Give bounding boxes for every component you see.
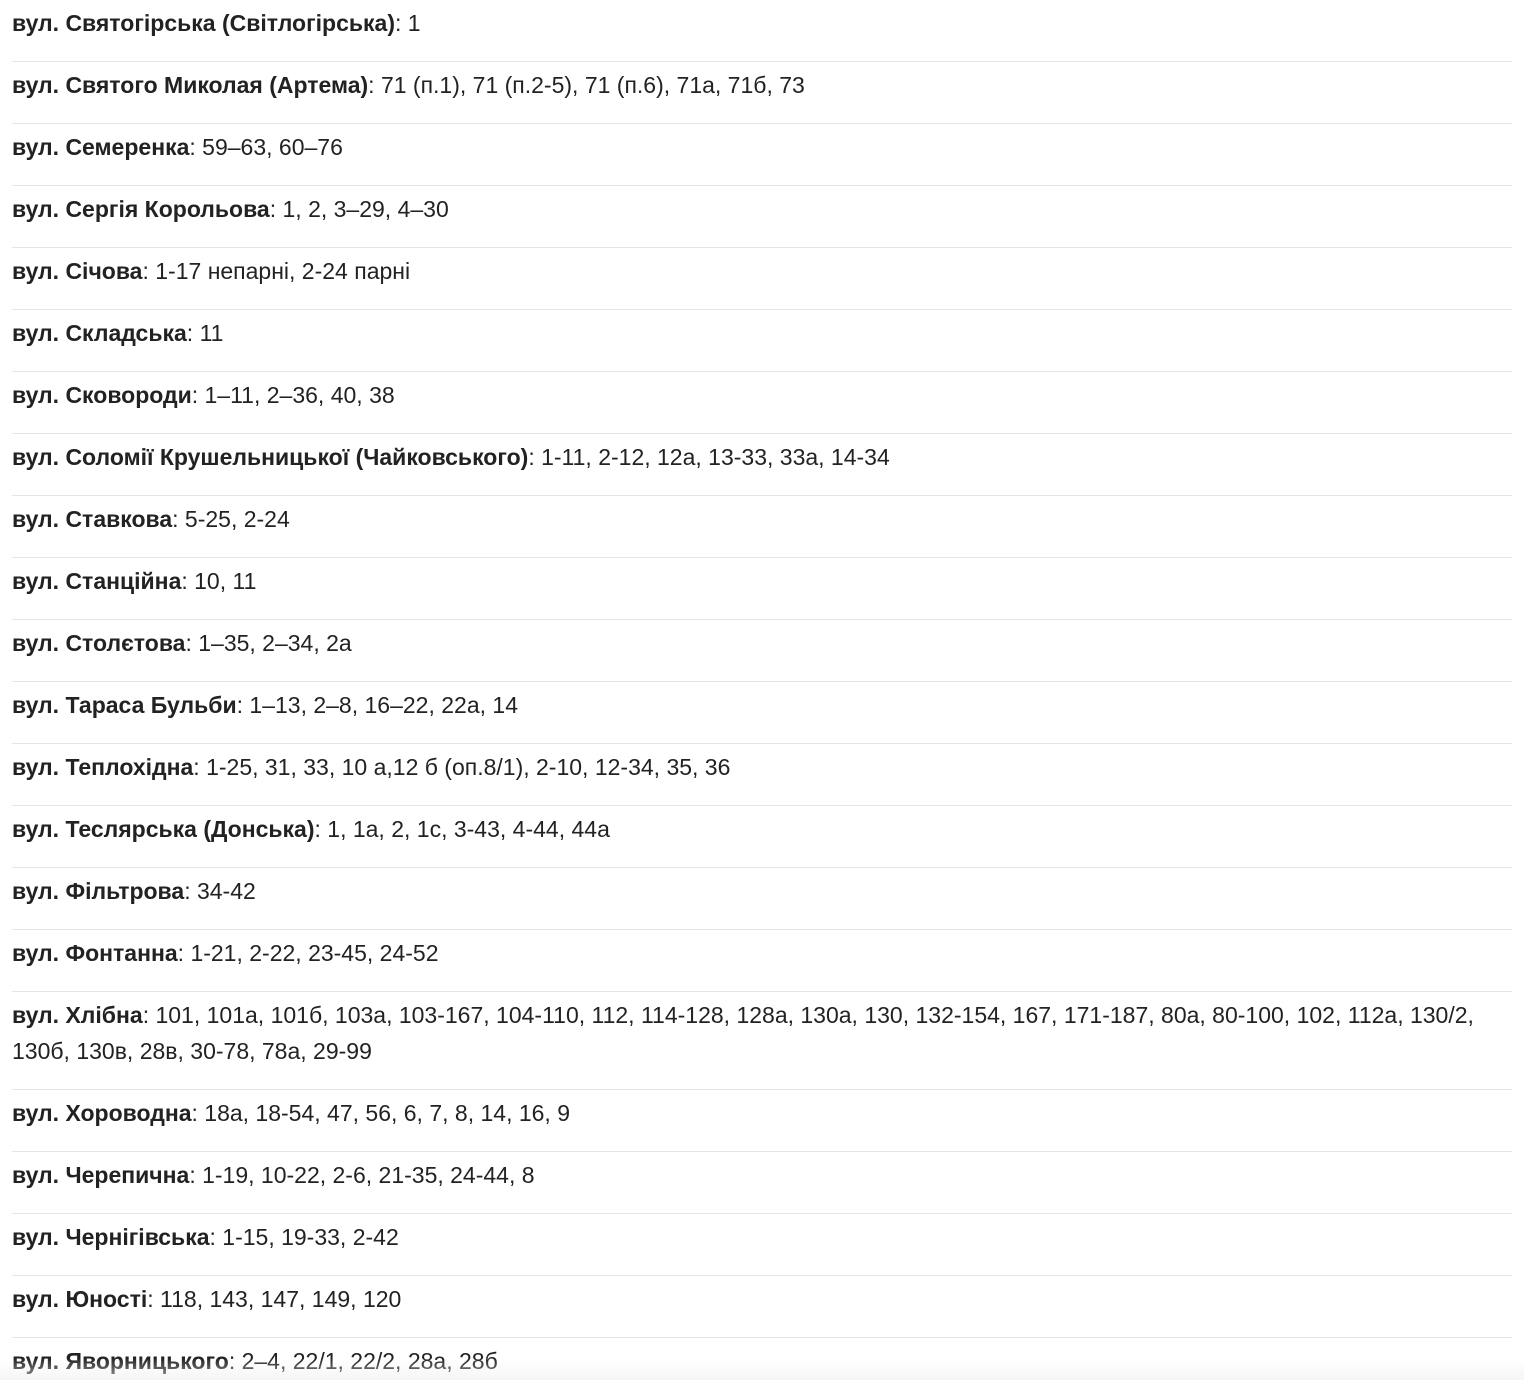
list-item: вул. Фонтанна: 1-21, 2-22, 23-45, 24-52	[12, 930, 1512, 992]
house-numbers: 118, 143, 147, 149, 120	[160, 1286, 401, 1312]
list-item: вул. Складська: 11	[12, 310, 1512, 372]
list-item: вул. Сковороди: 1–11, 2–36, 40, 38	[12, 372, 1512, 434]
street-name: вул. Теплохідна	[12, 754, 193, 780]
street-name: вул. Хлібна	[12, 1002, 143, 1028]
street-name: вул. Сковороди	[12, 382, 192, 408]
street-name: вул. Ставкова	[12, 506, 172, 532]
street-name: вул. Хороводна	[12, 1100, 192, 1126]
list-item: вул. Теслярська (Донська): 1, 1а, 2, 1с, 3-43, 4-44, 44а	[12, 806, 1512, 868]
street-name: вул. Соломії Крушельницької (Чайковського)	[12, 444, 528, 470]
house-numbers: 71 (п.1), 71 (п.2-5), 71 (п.6), 71а, 71б, 73	[381, 72, 805, 98]
list-item: вул. Столєтова: 1–35, 2–34, 2а	[12, 620, 1512, 682]
list-item: вул. Семеренка: 59–63, 60–76	[12, 124, 1512, 186]
house-numbers: 1-17 непарні, 2-24 парні	[155, 258, 410, 284]
house-numbers: 18а, 18-54, 47, 56, 6, 7, 8, 14, 16, 9	[204, 1100, 570, 1126]
list-item: вул. Тараса Бульби: 1–13, 2–8, 16–22, 22а, 14	[12, 682, 1512, 744]
street-name: вул. Станційна	[12, 568, 181, 594]
house-numbers: 1-19, 10-22, 2-6, 21-35, 24-44, 8	[202, 1162, 534, 1188]
house-numbers: 1-15, 19-33, 2-42	[222, 1224, 398, 1250]
list-item: вул. Святогірська (Світлогірська): 1	[12, 0, 1512, 62]
street-name: вул. Семеренка	[12, 134, 189, 160]
house-numbers: 1-11, 2-12, 12а, 13-33, 33а, 14-34	[541, 444, 890, 470]
house-numbers: 1	[408, 10, 421, 36]
list-item: вул. Хлібна: 101, 101а, 101б, 103а, 103-167, 104-110, 112, 114-128, 128а, 130а, 130, 132-154, 167, 171-187, 80а, 80-100, 102, 112а, 130/2, 130б, 130в, 28в, 30-78, 78а, 29-99	[12, 992, 1512, 1090]
house-numbers: 59–63, 60–76	[202, 134, 343, 160]
house-numbers: 2–4, 22/1, 22/2, 28а, 28б	[242, 1348, 498, 1374]
house-numbers: 1, 1а, 2, 1с, 3-43, 4-44, 44а	[327, 816, 610, 842]
street-name: вул. Чернігівська	[12, 1224, 210, 1250]
list-item: вул. Черепична: 1-19, 10-22, 2-6, 21-35, 24-44, 8	[12, 1152, 1512, 1214]
list-item: вул. Фільтрова: 34-42	[12, 868, 1512, 930]
street-name: вул. Січова	[12, 258, 142, 284]
list-item: вул. Святого Миколая (Артема): 71 (п.1), 71 (п.2-5), 71 (п.6), 71а, 71б, 73	[12, 62, 1512, 124]
house-numbers: 101, 101а, 101б, 103а, 103-167, 104-110, 112, 114-128, 128а, 130а, 130, 132-154, 167, 171-187, 80а, 80-100, 102, 112а, 130/2, 130б, 130в, 28в, 30-78, 78а, 29-99	[12, 1002, 1474, 1064]
house-numbers: 1, 2, 3–29, 4–30	[283, 196, 449, 222]
list-item: вул. Юності: 118, 143, 147, 149, 120	[12, 1276, 1512, 1338]
street-name: вул. Тараса Бульби	[12, 692, 237, 718]
list-item: вул. Теплохідна: 1-25, 31, 33, 10 а,12 б (оп.8/1), 2-10, 12-34, 35, 36	[12, 744, 1512, 806]
house-numbers: 1-21, 2-22, 23-45, 24-52	[190, 940, 438, 966]
list-item: вул. Соломії Крушельницької (Чайковського): 1-11, 2-12, 12а, 13-33, 33а, 14-34	[12, 434, 1512, 496]
street-name: вул. Фільтрова	[12, 878, 184, 904]
house-numbers: 1-25, 31, 33, 10 а,12 б (оп.8/1), 2-10, 12-34, 35, 36	[206, 754, 730, 780]
street-name: вул. Черепична	[12, 1162, 189, 1188]
list-item: вул. Січова: 1-17 непарні, 2-24 парні	[12, 248, 1512, 310]
list-item: вул. Яворницького: 2–4, 22/1, 22/2, 28а, 28б	[12, 1338, 1512, 1400]
street-name: вул. Теслярська (Донська)	[12, 816, 315, 842]
street-name: вул. Фонтанна	[12, 940, 178, 966]
street-name: вул. Святогірська (Світлогірська)	[12, 10, 395, 36]
list-item: вул. Ставкова: 5-25, 2-24	[12, 496, 1512, 558]
street-name: вул. Столєтова	[12, 630, 185, 656]
street-name: вул. Святого Миколая (Артема)	[12, 72, 368, 98]
house-numbers: 11	[200, 320, 224, 346]
street-name: вул. Сергія Корольова	[12, 196, 270, 222]
list-item: вул. Станційна: 10, 11	[12, 558, 1512, 620]
street-name: вул. Юності	[12, 1286, 147, 1312]
house-numbers: 10, 11	[194, 568, 256, 594]
house-numbers: 1–13, 2–8, 16–22, 22а, 14	[249, 692, 518, 718]
house-numbers: 1–35, 2–34, 2а	[198, 630, 351, 656]
street-name: вул. Складська	[12, 320, 187, 346]
list-item: вул. Хороводна: 18а, 18-54, 47, 56, 6, 7, 8, 14, 16, 9	[12, 1090, 1512, 1152]
house-numbers: 5-25, 2-24	[185, 506, 290, 532]
list-item: вул. Чернігівська: 1-15, 19-33, 2-42	[12, 1214, 1512, 1276]
house-numbers: 1–11, 2–36, 40, 38	[205, 382, 395, 408]
house-numbers: 34-42	[197, 878, 256, 904]
street-name: вул. Яворницького	[12, 1348, 229, 1374]
list-item: вул. Сергія Корольова: 1, 2, 3–29, 4–30	[12, 186, 1512, 248]
